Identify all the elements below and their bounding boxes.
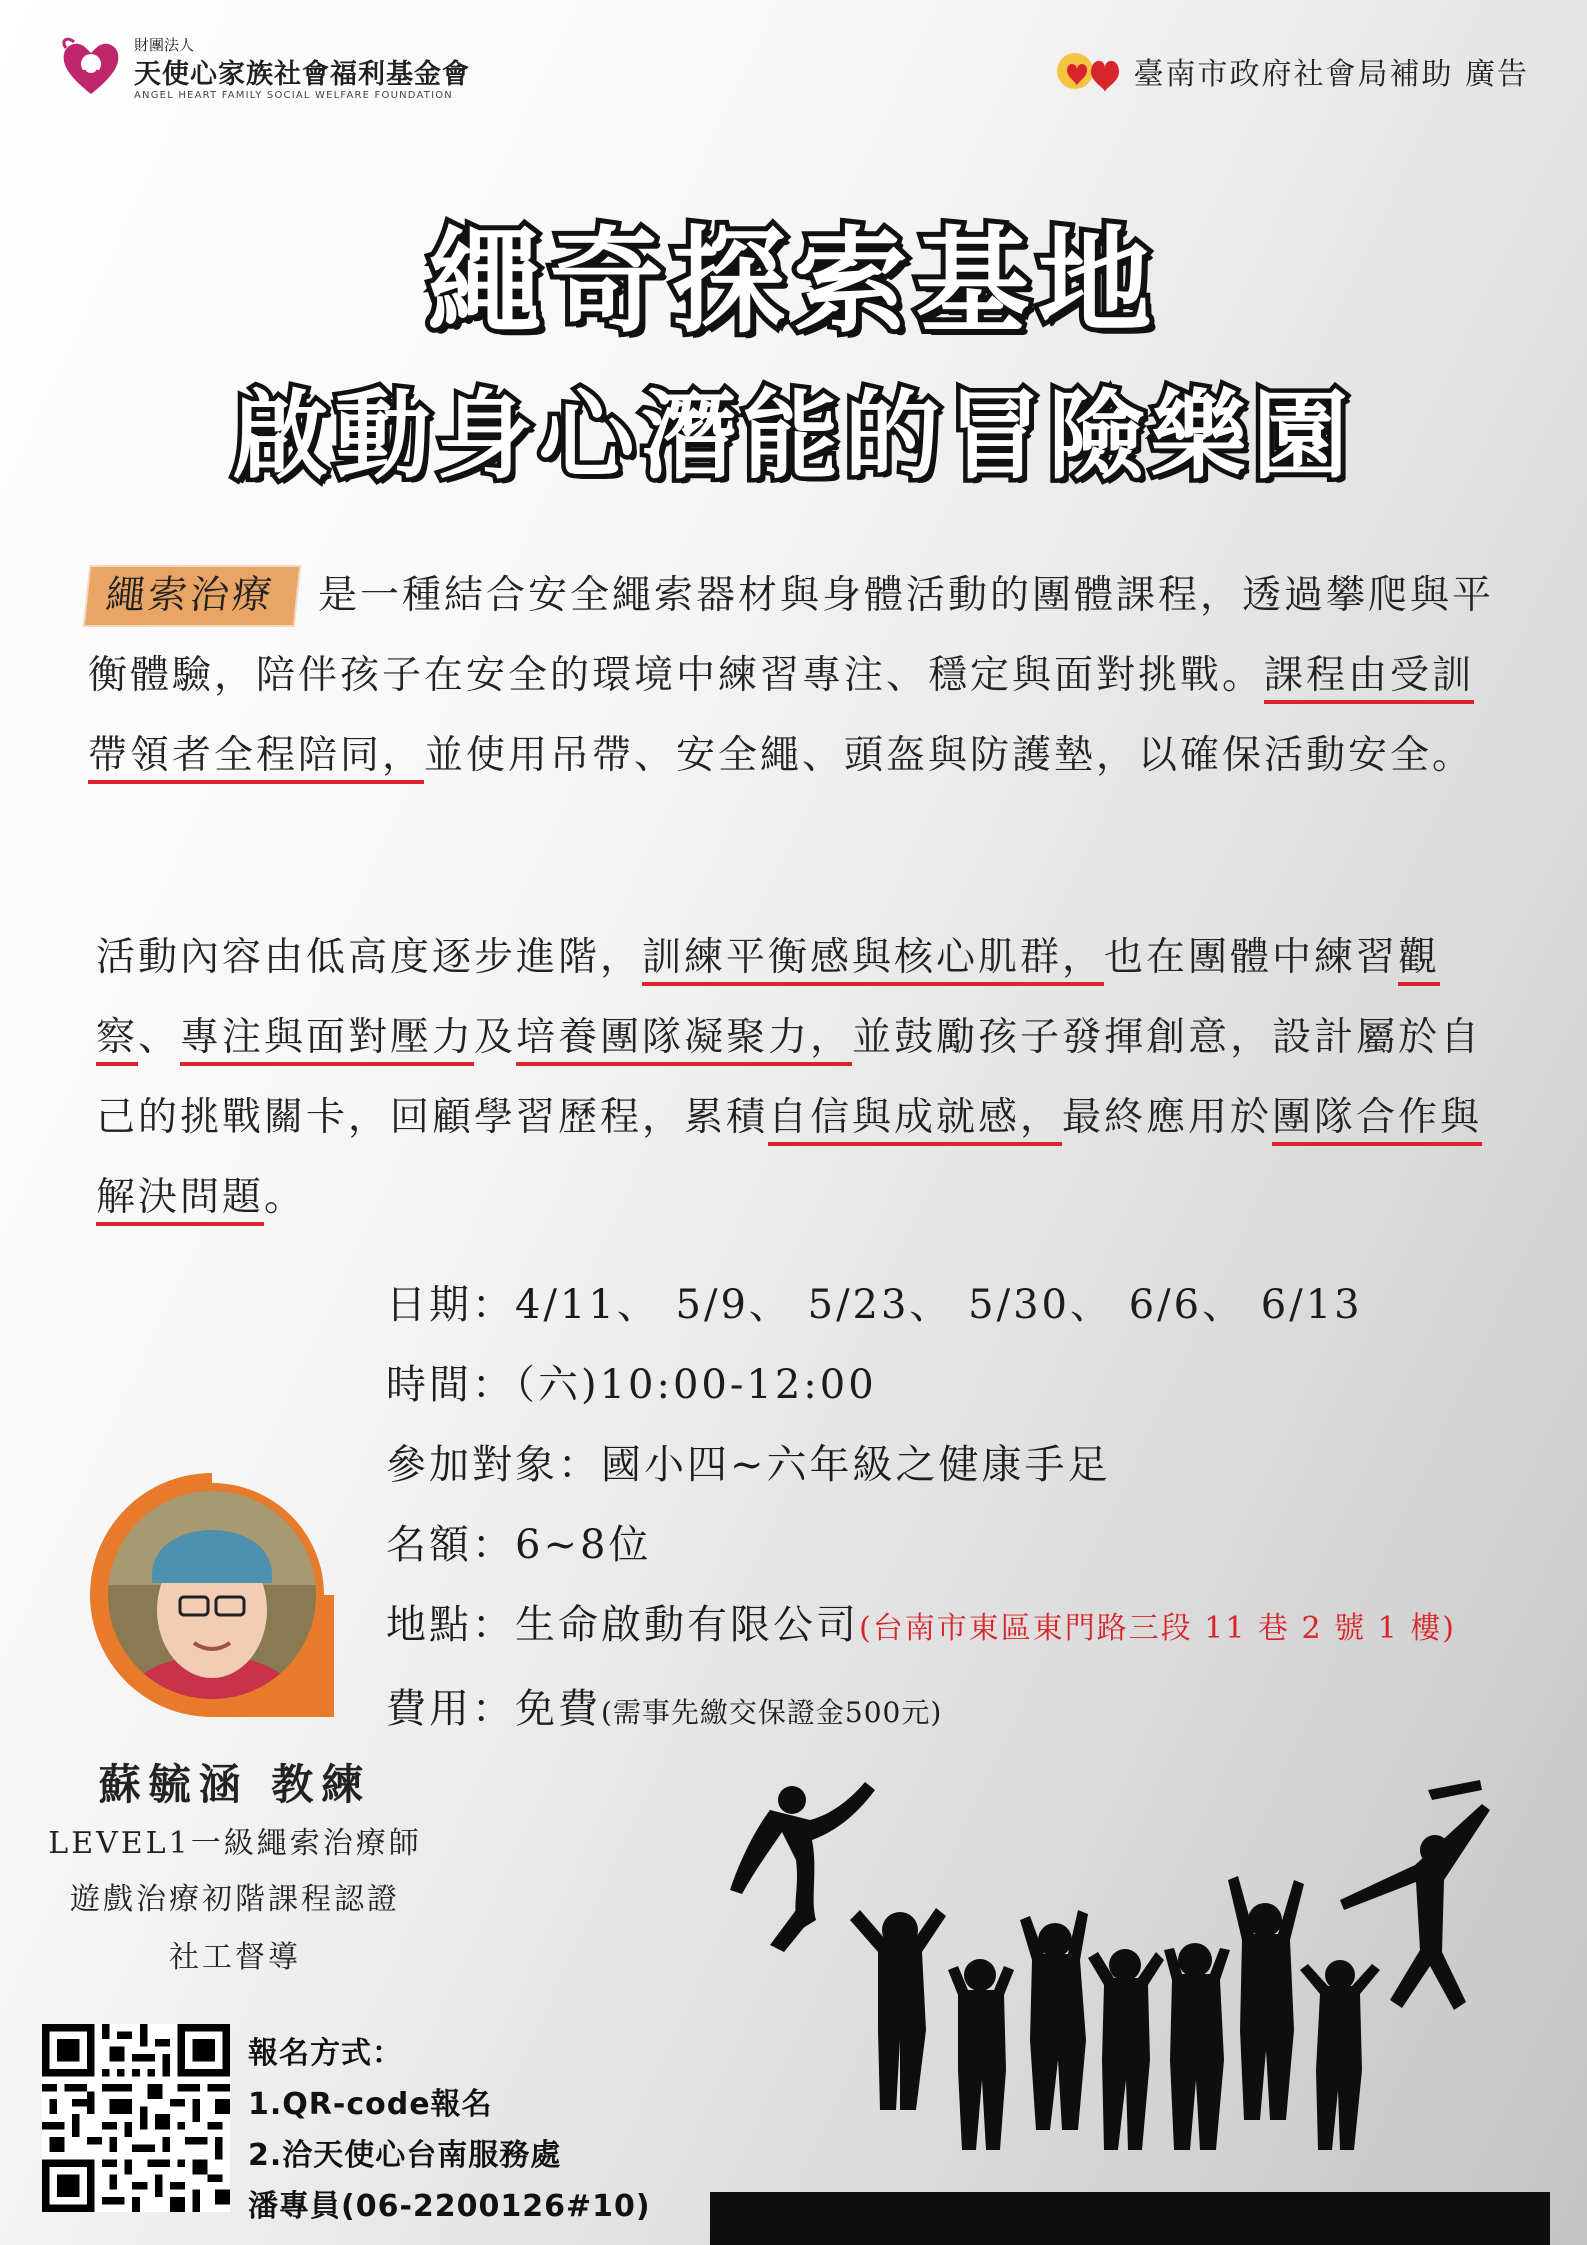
coach-credential-3: 社工督導 <box>169 1940 301 1975</box>
registration-contact: 潘專員(06-2200126#10) <box>248 2189 651 2224</box>
activity-text-5: 並鼓勵孩子發揮創意，設計屬於自己的挑戰關卡，回顧學習歷程，累積 <box>96 1015 1483 1140</box>
org-name: 天使心家族社會福利基金會 <box>134 59 470 90</box>
org-type-label: 財團法人 <box>134 36 195 54</box>
date-value: 4/11、 5/9、 5/23、 5/30、 6/6、 6/13 <box>515 1282 1363 1328</box>
registration-info <box>248 2028 651 2232</box>
quota-row <box>386 1505 1456 1585</box>
intro-text-2: 並使用吊帶、安全繩、頭盔與防護墊，以確保活動安全。 <box>424 733 1475 778</box>
quota-label: 名額： <box>386 1522 515 1568</box>
activity-highlight-1: 訓練平衡感與核心肌群， <box>642 935 1105 980</box>
coach-credential-2: 遊戲治療初階課程認證 <box>70 1882 400 1917</box>
target-row <box>386 1425 1456 1505</box>
sponsor-notice <box>1055 46 1529 96</box>
time-row <box>386 1345 1456 1425</box>
quota-value: 6~8位 <box>515 1522 652 1568</box>
activity-text-4: 及 <box>474 1015 517 1060</box>
activity-text-7: 。 <box>264 1175 307 1220</box>
event-info-list <box>386 1265 1456 1753</box>
date-row <box>386 1265 1456 1345</box>
sub-title: 啟動身心潛能的冒險樂園 <box>232 379 1355 492</box>
intro-text-1: 是一種結合安全繩索器材與身體活動的團體課程，透過攀爬與平衡體驗，陪伴孩子在安全的環境中練習專注、穩定與面對挑戰。 <box>88 573 1495 698</box>
target-value: 國小四~六年級之健康手足 <box>601 1442 1111 1488</box>
activity-highlight-4: 培養團隊凝聚力， <box>516 1015 853 1060</box>
fee-row <box>386 1669 1456 1753</box>
intro-highlight-1: 課程由受訓帶領者全程陪同， <box>88 653 1475 778</box>
activity-text-3: 、 <box>138 1015 181 1060</box>
coach-credential-1: LEVEL1一級繩索治療師 <box>48 1826 422 1861</box>
date-label: 日期： <box>386 1282 515 1328</box>
place-row <box>386 1585 1456 1669</box>
place-address: (台南市東區東門路三段 11 巷 2 號 1 樓) <box>859 1611 1456 1646</box>
org-name-english: ANGEL HEART FAMILY SOCIAL WELFARE FOUNDATION <box>134 90 453 101</box>
fee-label: 費用： <box>386 1686 515 1732</box>
jumping-people-silhouette <box>700 1770 1560 2245</box>
time-value: （六)10:00-12:00 <box>515 1362 877 1408</box>
activity-text-1: 活動內容由低高度逐步進階， <box>96 935 643 980</box>
fee-note: (需事先繳交保證金500元) <box>601 1696 943 1729</box>
time-label: 時間： <box>386 1362 515 1408</box>
place-label: 地點： <box>386 1602 515 1648</box>
fee-value: 免費 <box>515 1686 601 1732</box>
activity-text-2: 也在團體中練習 <box>1104 935 1399 980</box>
activity-highlight-2: 觀察 <box>96 935 1441 1060</box>
coach-photo <box>82 1465 342 1725</box>
registration-method-qr: 1.QR-code報名 <box>248 2087 493 2122</box>
foundation-logo <box>58 30 478 105</box>
registration-heading: 報名方式： <box>248 2036 403 2071</box>
registration-method-office: 2.洽天使心台南服務處 <box>248 2138 562 2173</box>
activity-paragraph <box>96 918 1516 1238</box>
registration-qr-code[interactable] <box>42 2024 230 2212</box>
coach-name: 蘇毓涵 教練 <box>98 1760 372 1809</box>
intro-paragraph <box>88 556 1508 796</box>
activity-highlight-5: 自信與成就感， <box>768 1095 1063 1140</box>
rope-therapy-tag: 繩索治療 <box>85 567 299 625</box>
activity-text-6: 最終應用於 <box>1062 1095 1273 1140</box>
place-value: 生命啟動有限公司 <box>515 1602 859 1648</box>
sponsor-heart-icon <box>1055 48 1119 94</box>
target-label: 參加對象： <box>386 1442 601 1488</box>
activity-highlight-3: 專注與面對壓力 <box>180 1015 475 1060</box>
angel-heart-icon <box>58 34 124 100</box>
sponsor-text: 臺南市政府社會局補助 廣告 <box>1133 57 1529 92</box>
main-title: 繩奇探索基地 <box>427 214 1160 348</box>
activity-highlight-6: 團隊合作與解決問題 <box>96 1095 1483 1220</box>
